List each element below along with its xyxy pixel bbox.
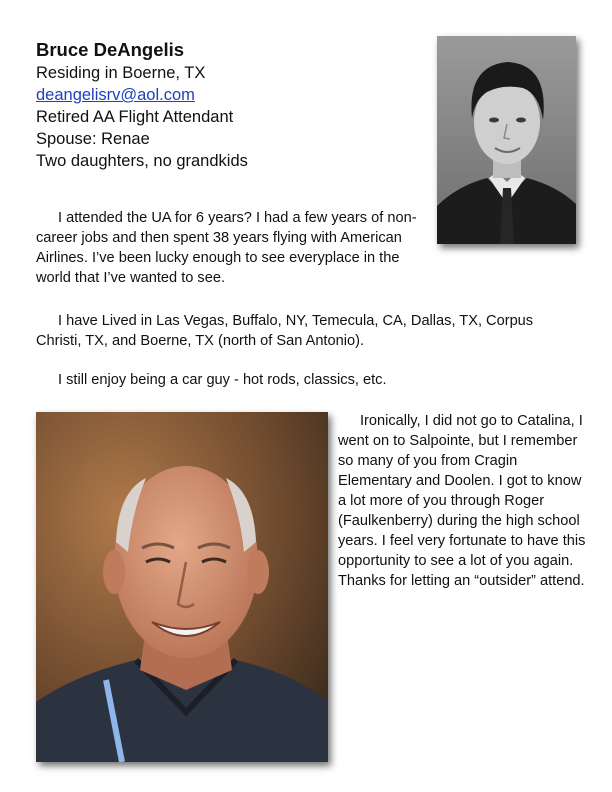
occupation-line: Retired AA Flight Attendant (36, 108, 234, 126)
paragraph-hobbies-text: I still enjoy being a car guy - hot rods, classics, etc. (58, 372, 387, 388)
paragraph-residences-text: I have Lived in Las Vegas, Buffalo, NY, Temecula, CA, Dallas, TX, Corpus Christi, TX, and Boerne, TX (north of San Antonio). (36, 313, 534, 349)
paragraph-school-text: Ironically, I did not go to Catalina, I went on to Salpointe, but I remember so many of you from Cragin Elementary and Doolen. I got to know a lot more of you through Roger (Faulkenberry) during the high school years. I feel very fortunate to have this opportunity to see a lot of you again. Thanks for letting an “outsider” attend. (338, 413, 586, 589)
yearbook-photo (437, 36, 576, 244)
profile-header (36, 38, 248, 172)
current-photo (36, 412, 328, 762)
paragraph-residences (36, 311, 536, 351)
email-link[interactable]: deangelisrv@aol.com (36, 86, 195, 104)
paragraph-career-text: I attended the UA for 6 years? I had a few years of non-career jobs and then spent 38 years flying with American Airlines. I’ve been lucky enough to see everyplace in the world that I’ve wanted to see. (36, 210, 417, 286)
residence-line: Residing in Boerne, TX (36, 64, 206, 82)
paragraph-school (338, 411, 588, 591)
family-line: Two daughters, no grandkids (36, 152, 248, 170)
paragraph-career (36, 208, 426, 288)
spouse-line: Spouse: Renae (36, 130, 150, 148)
person-name: Bruce DeAngelis (36, 39, 185, 60)
paragraph-hobbies (36, 370, 536, 390)
